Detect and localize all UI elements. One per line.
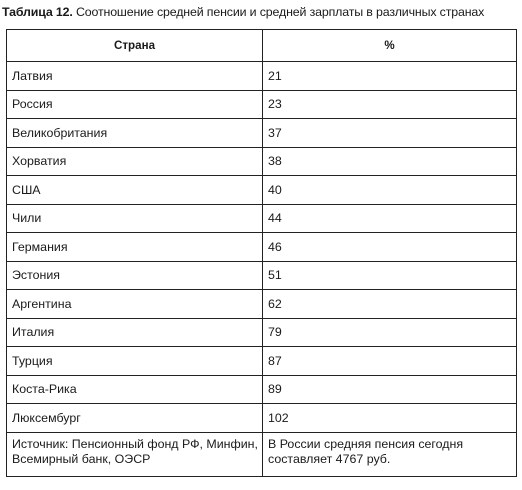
table-row: [7, 261, 517, 290]
country-cell: Германия: [7, 233, 263, 262]
country-cell: Италия: [7, 318, 263, 347]
country-cell: Россия: [7, 90, 263, 119]
percent-cell: 79: [263, 318, 517, 347]
table-row: [7, 375, 517, 404]
pension-salary-table: [6, 29, 517, 477]
table-header-row: [7, 30, 517, 62]
table-caption: [2, 4, 520, 20]
percent-cell: 23: [263, 90, 517, 119]
percent-cell: 38: [263, 147, 517, 176]
table-row: [7, 62, 517, 91]
table-row: [7, 119, 517, 148]
percent-cell: 44: [263, 204, 517, 233]
country-cell: Латвия: [7, 62, 263, 91]
table-caption-title: Соотношение средней пенсии и средней зарплаты в различных странах: [75, 5, 485, 19]
table-row: [7, 204, 517, 233]
country-cell: США: [7, 176, 263, 205]
percent-cell: 89: [263, 375, 517, 404]
column-header-country: Страна: [7, 30, 263, 62]
percent-cell: 51: [263, 261, 517, 290]
table-row: [7, 233, 517, 262]
table-row: [7, 347, 517, 376]
table-row: [7, 318, 517, 347]
percent-cell: 87: [263, 347, 517, 376]
table-caption-label: Таблица 12.: [2, 5, 73, 19]
country-cell: Эстония: [7, 261, 263, 290]
note-cell: В России средняя пенсия сегодня составляет 4767 руб.: [263, 432, 517, 476]
country-cell: Коста-Рика: [7, 375, 263, 404]
table-footer-row: [7, 432, 517, 476]
table-row: [7, 290, 517, 319]
percent-cell: 21: [263, 62, 517, 91]
percent-cell: 40: [263, 176, 517, 205]
country-cell: Турция: [7, 347, 263, 376]
percent-cell: 46: [263, 233, 517, 262]
table-row: [7, 90, 517, 119]
country-cell: Аргентина: [7, 290, 263, 319]
country-cell: Великобритания: [7, 119, 263, 148]
percent-cell: 102: [263, 404, 517, 433]
table-row: [7, 176, 517, 205]
country-cell: Хорватия: [7, 147, 263, 176]
column-header-percent: %: [263, 30, 517, 62]
source-cell: Источник: Пенсионный фонд РФ, Минфин, Всемирный банк, ОЭСР: [7, 432, 263, 476]
country-cell: Люксембург: [7, 404, 263, 433]
percent-cell: 37: [263, 119, 517, 148]
country-cell: Чили: [7, 204, 263, 233]
percent-cell: 62: [263, 290, 517, 319]
table-row: [7, 147, 517, 176]
table-row: [7, 404, 517, 433]
